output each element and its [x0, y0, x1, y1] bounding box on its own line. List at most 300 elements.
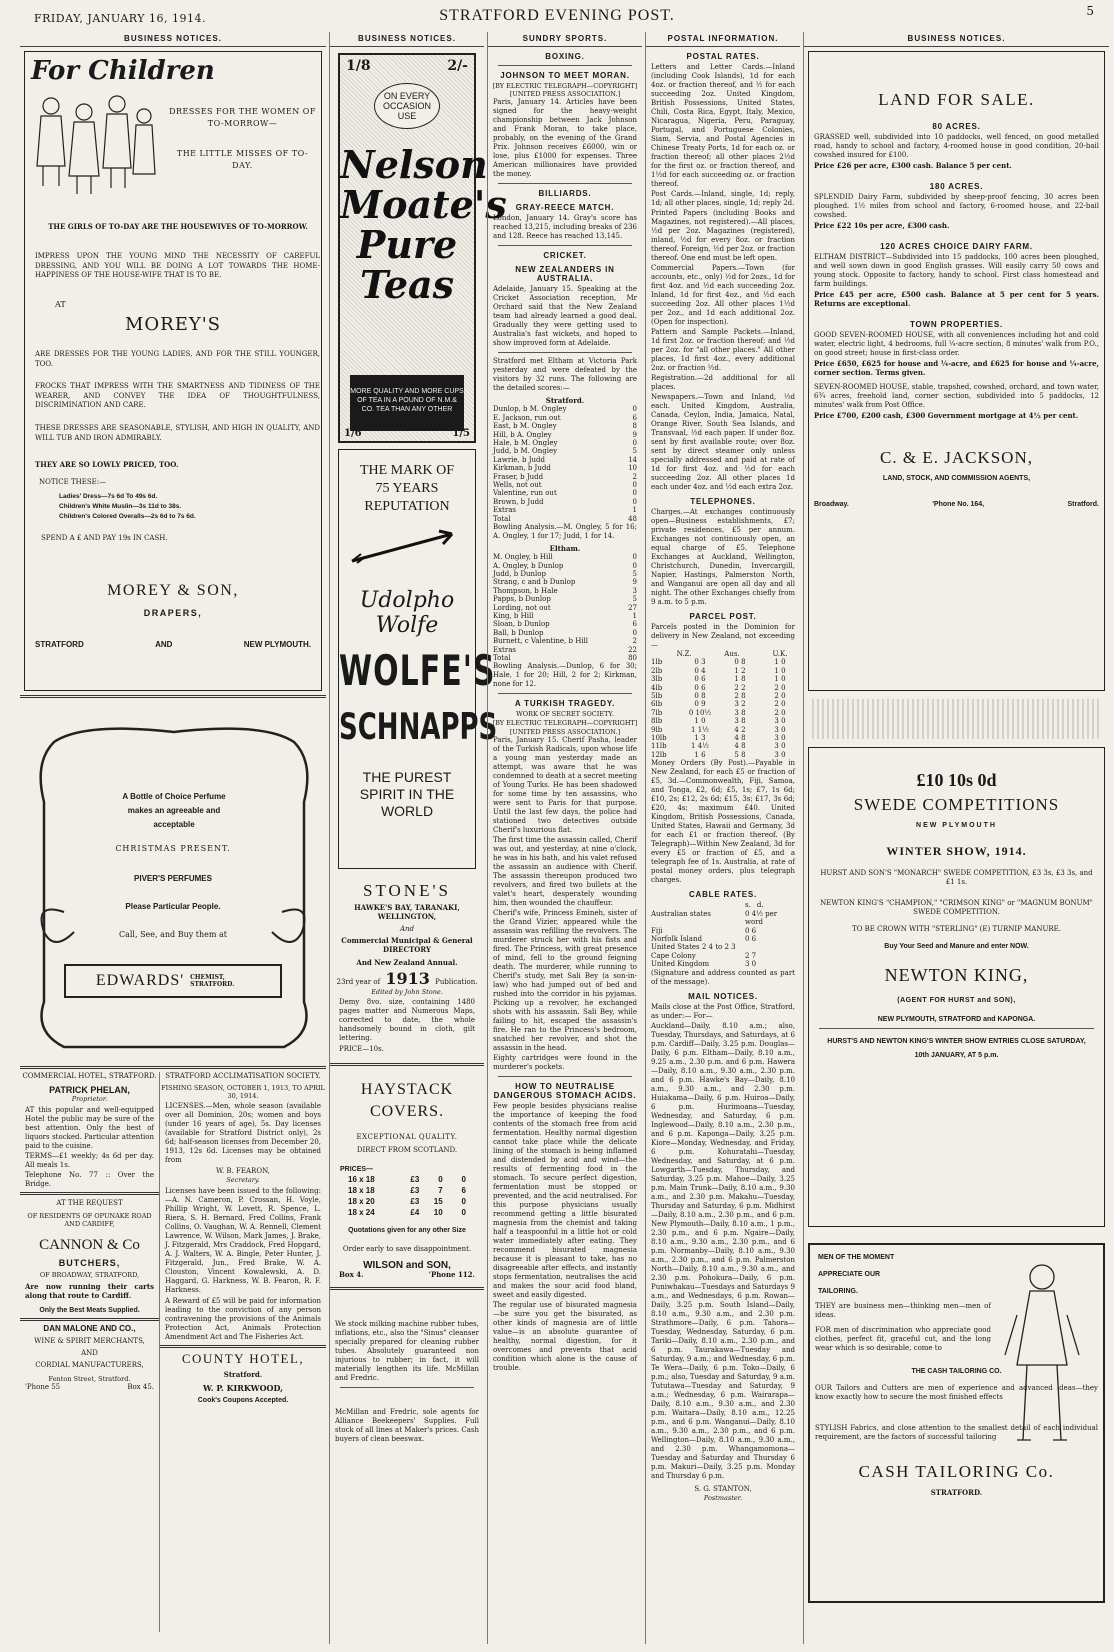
parcel-cell: 0 8 [734, 658, 746, 667]
batsman: Sloan, b Dunlop [493, 620, 550, 629]
batsman: Kirkman, b Judd [493, 464, 551, 473]
jackson-subtitle: LAND, STOCK, AND COMMISSION AGENTS, [882, 475, 1031, 482]
parcel-cell: 9lb [651, 725, 663, 734]
parcel-row [646, 751, 800, 759]
tailor-tailoring: TAILORING. [818, 1288, 858, 1295]
runs: 0 [632, 489, 637, 498]
hotel-owner: PATRICK PHELAN, [49, 1085, 130, 1095]
mail-notices-heading: MAIL NOTICES. [688, 991, 758, 1001]
wolfe-brand: WOLFE'S [339, 647, 496, 696]
letters-text: Letters and Letter Cards.—Inland (including Cook Islands), 1d for each 4oz. or fraction thereof, and ½ for each succeeding 2oz. United Kingdom, British Possessions, United States, Chili, Costa Rica, Egypt, Italy, Mexico, Nicaragua, Nigeria, Peru, Paraguay, Portugal, and Portuguese Colonies, Siam, Servia, and Postal Agencies in Chinese Treaty Ports, 1d for each oz. or fraction thereof; all other places 2½d for the first oz. or fraction thereof, and 1½d for each succeeding oz. or fraction thereof. [651, 63, 795, 188]
parcel-cell: 0 8 [694, 692, 706, 701]
parcel-text: Parcels posted in the Dominion for delivery in New Zealand, not exceeding— [651, 623, 795, 649]
tea-script-name: Nelson Moate's Pure Teas [340, 142, 507, 307]
parcel-cell: 6lb [651, 700, 663, 709]
accl-issued: Licenses have been issued to the following:—A. N. Cameron, P. Crossan, H. Voyle, Phillip Wright, W. Lovett, R. Spence, L. Riera, S. H. Bernard, Fred Collins, Frank Collins, O. Vaughan, W. A. Rennell, Clement Lawrence, W. Wilson, Mark James, J. Brake, J. Fitzgerald, Mrs Craddock, Fred Hopgard, A. J. Walters, W. A. Bingle, Peter Hunter, J. Fitzgerald, Jun., Fred Brake, W. A. Clouston, Vincent Kowalewski, A. D. Haggard, G. Harkness, W. B. Fearon, R. F. Harkness. [165, 1186, 321, 1294]
column-header: SUNDRY SPORTS. [488, 32, 642, 47]
stones-desc: Demy 8vo. size, containing 1480 pages matter and Numerous Maps, corrected to date, the whole handsomely bound in cloth, gilt lettering. [339, 998, 475, 1043]
batsman: East, b M. Ongley [493, 422, 557, 431]
runs: 14 [628, 455, 637, 464]
accl-text: LICENSES.—Men, whole season (available over all Dominion, 20s; women and boys (under 16 years of age), 5s. Day licenses (available for Stratford District only), 2s 6d; half-season licenses from December 20, 1913, 12s 6d. Licenses may be obtained from [165, 1102, 321, 1165]
malone-street: Fenton Street, Stratford. [48, 1374, 131, 1383]
column-sundry-sports [487, 32, 642, 1644]
batsman: Hill, b A. Ongley [493, 430, 552, 439]
cable-header-units [745, 901, 795, 909]
cable-place: Norfolk Island [651, 934, 702, 943]
morey-misses-line: THE LITTLE MISSES OF TO-DAY. [176, 149, 309, 170]
mail-intro: Mails close at the Post Office, Stratford, as under:— For— [651, 1002, 795, 1020]
parcel-cell: 3 0 [774, 742, 786, 751]
perfume-text [74, 790, 274, 832]
cable-row [646, 935, 800, 943]
price-item: Ladies' Dress—7s 6d To 49s 6d. [59, 493, 158, 500]
score-row [488, 414, 642, 422]
haystack-price-cell: 10 [433, 1208, 443, 1218]
perfume-please: Please Particular People. [125, 902, 221, 911]
runs: 27 [628, 603, 637, 612]
stones-year-pre: 23rd year of [336, 978, 381, 986]
money-orders-text: Money Orders (By Post).—Payable in New Zealand, for each £5 or fraction of £5, 3d.—Commonwealth, Fiji, Samoa, and Tonga, £2, 6d; £5, 1s; £7, 1s 6d; £10, 2s; £12, 2s 6d; £15, 3s; £17, 3s 6d; £20, 4s; maximum £40. United Kingdom, British Possessions, Canada, United States, Hawaii and Germany, 3d for each £1 or fraction thereof. (By Telegraph)—Within New Zealand, 3d for every £5 or fraction of £5, and a telegraph fee of 1s. Australia, at rate of postal money orders, plus telegraph charges. [651, 759, 795, 885]
batsman: Valentine, run out [493, 489, 557, 498]
swede-title: SWEDE COMPETITIONS [853, 795, 1060, 814]
tailor-firm: CASH TAILORING Co. [858, 1462, 1055, 1481]
parcel-cell: 1 0 [774, 675, 786, 684]
malone-and: AND [81, 1348, 98, 1357]
haystack-price-cell: 0 [461, 1175, 466, 1185]
tailor-text-1: THEY are business men—thinking men—men of ideas. [815, 1302, 991, 1319]
score-row [488, 447, 642, 455]
swede-entries-close: HURST'S AND NEWTON KING'S WINTER SHOW ENTRIES CLOSE SATURDAY, 10th JANUARY, AT 5 p.m. [827, 1038, 1086, 1059]
runs: 6 [632, 620, 637, 629]
parcel-cell: 0 3 [694, 658, 706, 667]
hotel-text: AT this popular and well-equipped Hotel the public may be sure of the best attention. Only the best of liquors stocked. Particular attention paid to the cuisine. [25, 1106, 154, 1151]
newspapers-text: Newspapers.—Town and Inland, ½d each. United Kingdom, Australia, Canada, Ceylon, India, Jamaica, Natal, Orange River, South Sea Islands, and Transvaal, ½d each paper. If under 8oz. sent by first available route; over 8oz. sent by direct steamer only unless specially addressed and paid at rate of 1d for first 4oz. and ½d for each succeeding 2oz. All other places 1d each under 4oz. and ½d each extra 2oz. [651, 393, 795, 491]
perfume-call: Call, See, and Buy them at [118, 930, 228, 939]
parcel-cell: 4 8 [734, 734, 746, 743]
morey-price-list [59, 492, 196, 522]
acres-120-heading: 120 ACRES CHOICE DAIRY FARM. [880, 242, 1033, 251]
score-row [488, 570, 642, 578]
cable-rates-heading: CABLE RATES. [688, 890, 758, 900]
for-children-heading: For Children [31, 56, 215, 86]
turkish-text-3: Cherif's wife, Princess Emineh, sister of the Grand Vizier, appeared while the assassin was refilling the revolvers. The murderer struck her with his fists and fired. The Princess, with great presence of mind, fell to the ground feigning death. The murderer, while running to Cherif's study, met Sali Bey (a son-in-law) who had jumped out of bed and rushed into the corridor in his pyjamas. Picking up a revolver, he exchanged shots with his assassin. Sali Bey, while failing to hit, escaped the assassin's fire. He ran to the Princess's bedroom, snatched her revolver, and shot the assassin in the head. [493, 908, 637, 1052]
batsman: Lording, not out [493, 603, 551, 612]
runs: 0 [632, 439, 637, 448]
col1-bottom-right [160, 1072, 326, 1632]
tea-badge: ON EVERY OCCASION USE [374, 83, 440, 129]
divider [498, 1076, 632, 1077]
runs: 8 [632, 422, 637, 431]
stones-year-line [334, 969, 480, 988]
column-postal-information [645, 32, 800, 1644]
score-row [488, 629, 642, 637]
haystack-price-row [334, 1185, 480, 1196]
morey-spend: SPEND A £ AND PAY 19s IN CASH. [41, 534, 168, 542]
post-cards-text: Post Cards.—Inland, single, 1d; reply, 1d; all other places, single, 1d; reply 2d. [651, 190, 795, 207]
score-row [488, 562, 642, 570]
turkish-text-4: Eighty cartridges were found in the murderer's pockets. [493, 1053, 637, 1071]
tea-price-bottom-right: 1/5 [452, 428, 470, 439]
haystack-price-cell: 18 x 18 [348, 1186, 375, 1196]
parcel-row [646, 726, 800, 734]
johnson-source: [BY ELECTRIC TELEGRAPH—COPYRIGHT] [UNITED PRESS ASSOCIATION.] [492, 82, 638, 99]
batsman: Total [493, 514, 511, 523]
swede-hurst: HURST AND SON'S "MONARCH" SWEDE COMPETITION, £3 3s, £3 3s, and £1 1s. [820, 869, 1093, 886]
score-row [488, 456, 642, 464]
morey-dresses-line: DRESSES FOR THE WOMEN OF TO-MORROW— [169, 107, 316, 128]
swede-buy: Buy Your Seed and Manure and enter NOW. [884, 943, 1029, 950]
tailor-company: THE CASH TAILORING CO. [911, 1368, 1002, 1375]
morey-at: AT [55, 300, 66, 309]
johnson-text: Paris, January 14. Articles have been signed for the heavy-weight championship between Jack Johnson and Frank Moran, to take place, probably, on the evening of the Grand Prix. Johnson receives £6000, win or lose, plus £1000 for expenses. Three American millionaires have provided the money. [493, 98, 637, 179]
batsman: Burnett, c Valentine, b Hill [493, 637, 589, 646]
tea-price-left: 1/8 [346, 58, 371, 74]
haystack-price-cell: 0 [461, 1197, 466, 1207]
town-property-2-price: Price £700, £200 cash, £300 Government mortgage at 4½ per cent. [814, 411, 1079, 420]
tea-bottom-banner: MORE QUALITY AND MORE CUPS OF TEA IN A POUND OF N.M.& CO. TEA THAN ANY OTHER [350, 375, 464, 431]
haystack-price-cell: 18 x 24 [348, 1208, 375, 1218]
parcel-row [646, 692, 800, 700]
batsman: Lawrie, b Judd [493, 455, 545, 464]
land-title: LAND FOR SALE. [878, 90, 1035, 109]
parcel-cell: 0 6 [694, 675, 706, 684]
parcel-cell: 2 0 [774, 683, 786, 692]
cable-rate: 0 6 [745, 934, 757, 943]
newspaper-title: STRATFORD EVENING POST. [439, 7, 675, 24]
tea-price-right: 2/- [447, 58, 468, 74]
score-row [488, 506, 642, 514]
score-row [488, 578, 642, 586]
score-row [488, 422, 642, 430]
parcel-cell: 1 3 [694, 734, 706, 743]
haystack-price-cell: £3 [410, 1186, 420, 1196]
acid-text-2: The regular use of bisurated magnesia—be sure you get the bisurated, as other kinds of magnesia are of little value—is an absolute guarantee of healthy, normal digestion, for it overcomes and prevents that acid condition which alone is the cause of trouble. [493, 1300, 637, 1372]
eltham-team-heading: Eltham. [549, 544, 581, 554]
jackson-contacts [809, 501, 1104, 509]
score-row [488, 553, 642, 561]
batsman: Wells, not out [493, 481, 542, 490]
divider [340, 1387, 474, 1388]
parcel-cell: 1 4½ [691, 742, 709, 751]
jackson-broadway: Broadway. [814, 501, 849, 508]
acres-180-text: SPLENDID Dairy Farm, subdivided by sheep-proof fencing, 30 acres been ploughed. 1½ miles from school and factory, 6-roomed house, and 22-bail cowshed. [814, 193, 1099, 219]
divider [160, 1345, 326, 1348]
runs: 0 [632, 497, 637, 506]
parcel-row [646, 667, 800, 675]
tailor-men-moment: MEN OF THE MOMENT [818, 1254, 895, 1261]
eltham-scorecard [488, 553, 642, 662]
runs: 9 [632, 578, 637, 587]
score-row [488, 612, 642, 620]
haystack-price-cell: £4 [410, 1208, 420, 1218]
wolfes-schnapps-advert [338, 449, 498, 869]
acres-80-text: GRASSED well, subdivided into 10 paddocks, well fenced, on good metalled road, handy to school and factory, 4-roomed house in good condition, 20-bail cowshed insured for £100. [814, 133, 1099, 159]
parcel-row [646, 709, 800, 717]
score-row [488, 620, 642, 628]
hotel-telephone: Telephone No. 77 :: Over the Bridge. [25, 1171, 154, 1189]
parcel-cell: 1lb [651, 658, 663, 667]
cannon-name: CANNON & Co [39, 1236, 140, 1253]
divider [498, 65, 632, 66]
parcel-cell: 12lb [651, 750, 667, 759]
parcel-cell: 2 0 [774, 692, 786, 701]
accl-title: STRATFORD ACCLIMATISATION SOCIETY. [165, 1072, 321, 1080]
divider [20, 1318, 159, 1321]
cable-rate: 0 6 [745, 926, 757, 935]
jackson-town: Stratford. [1067, 501, 1099, 508]
haystack-price-cell: 15 [433, 1197, 443, 1207]
perfume-line: makes an agreeable and [127, 806, 221, 815]
turkish-subheading: WORK OF SECRET SOCIETY. [516, 710, 614, 719]
issue-date: FRIDAY, JANUARY 16, 1914. [34, 12, 206, 25]
divider [498, 352, 632, 353]
haystack-order: Order early to save disappointment. [342, 1245, 472, 1254]
column-header: BUSINESS NOTICES. [330, 32, 484, 47]
acres-120-price: Price £45 per acre, £500 cash. Balance at 5 per cent for 5 years. Returns are exceptional. [814, 290, 1099, 308]
wolfe-purest: THE PUREST SPIRIT IN THE WORLD [359, 769, 455, 819]
cable-row [646, 910, 800, 927]
location-stratford: STRATFORD [35, 640, 84, 649]
gray-text: London, January 14. Gray's score has reached 13,215, including breaks of 236 and 128. Reece has reached 13,145. [493, 214, 637, 241]
score-row [488, 473, 642, 481]
parcel-row [646, 717, 800, 725]
masthead [0, 0, 1114, 28]
nz-heading: NEW ZEALANDERS IN AUSTRALIA. [515, 265, 615, 284]
stones-editor: Edited by John Stone. [371, 988, 443, 996]
runs: 0 [632, 481, 637, 490]
eltham-text: Stratford met Eltham at Victoria Park yesterday and were defeated by the visitors by 32 runs. The following are the detailed scores:— [493, 357, 637, 393]
telephones-text: Charges.—At exchanges continuously open—Business establishments, £7; private residences, £5 per annum. Exchanges not continuously open, an equal charge of £5. Telephone Exchanges at Auckland, Wellington, Christchurch, Dunedin, Invercargill, Napier, Hastings, Palmerston North, and Wanganui are open all day and all night. The other Exchanges chiefly from 9 a.m. to 5 p.m. [651, 508, 795, 606]
column-header: POSTAL INFORMATION. [646, 32, 800, 47]
score-row [488, 405, 642, 413]
haystack-price-cell: 7 [438, 1186, 443, 1196]
parcel-row [646, 675, 800, 683]
billiards-heading: BILLIARDS. [538, 189, 592, 199]
runs: 48 [628, 514, 637, 523]
batsman: Hale, b M. Ongley [493, 439, 558, 448]
score-row [488, 587, 642, 595]
parcel-cell: 1 2 [734, 666, 746, 675]
parcel-cell: 3 0 [774, 750, 786, 759]
batsman: King, b Hill [493, 611, 534, 620]
cable-rate: 2 7 [745, 951, 757, 960]
perfume-pivers: PIVER'S PERFUMES [134, 874, 212, 883]
divider [498, 245, 632, 246]
runs: 9 [632, 430, 637, 439]
score-row [488, 595, 642, 603]
cable-row [646, 927, 800, 935]
parcel-cell: 1 0 [774, 666, 786, 675]
malone-contacts [20, 1383, 159, 1391]
turkish-heading: A TURKISH TRAGEDY. [514, 699, 616, 709]
parcel-cell: 0 6 [694, 683, 706, 692]
gray-heading: GRAY-REECE MATCH. [515, 203, 615, 213]
morey-girls-line: THE GIRLS OF TO-DAY ARE THE HOUSEWIVES OF TO-MORROW. [48, 222, 308, 231]
cable-header-cell: s. [745, 901, 751, 910]
edwards-banner [64, 964, 282, 998]
nelson-moate-tea-advert [338, 53, 507, 443]
parcel-cell: 1 0 [774, 658, 786, 667]
haystack-price-cell: 16 x 18 [348, 1175, 375, 1185]
price-item: Children's Colored Overalls—2s 6d to 7s 6d. [59, 513, 196, 520]
score-row [488, 637, 642, 645]
town-property-2: SEVEN-ROOMED HOUSE, stable, trapshed, cowshed, orchard, and town water, 6¾ acres, freehold land, corner section, subdivided into 5 paddocks, 12 minutes' walk from Post Office. [814, 383, 1099, 409]
parcel-cell: 2lb [651, 666, 663, 675]
price-item: Children's White Muslin—3s 11d to 38s. [59, 503, 182, 510]
gentleman-illustration [987, 1255, 1097, 1455]
runs: 5 [632, 595, 637, 604]
jackson-name: C. & E. JACKSON, [880, 448, 1033, 467]
acres-120-text: ELTHAM DISTRICT—Subdivided into 15 paddocks, 100 acres been ploughed, and well sown down in good English grasses. Will easily carry 50 cows and young stock. Opposite to factory, handy to school. First class homestead and farm buildings. [814, 253, 1099, 288]
runs: 0 [632, 405, 637, 414]
cable-row [646, 960, 800, 968]
registration-text: Registration.—2d additional for all places. [651, 374, 795, 391]
haystack-price-row [334, 1207, 480, 1218]
haystack-contacts [334, 1271, 480, 1279]
runs: 5 [632, 447, 637, 456]
commercial-papers-text: Commercial Papers.—Town (for accounts, etc., only) ½d for 2ozs., 1d for first 4oz. and ½d each succeeding 2oz. Inland, 1d for first 4oz., and ½d each succeeding 2oz. All other places 1½d per 2oz., and 1d each additional 2oz. (Open for inspection). [651, 264, 795, 326]
parcel-row [646, 742, 800, 750]
haystack-price-cell: £3 [410, 1175, 420, 1185]
parcel-cell: 4 2 [734, 725, 746, 734]
cash-tailoring-advert [808, 1243, 1105, 1603]
faded-strip [812, 699, 1101, 739]
town-property-1-price: Price £650, £625 for house and ¼-acre, and £625 for house and ¼-acre, corner section. Terms given. [814, 359, 1099, 377]
edwards-name: EDWARDS' [95, 972, 185, 989]
score-row [488, 489, 642, 497]
runs: 22 [628, 645, 637, 654]
mcmillan-text-2: McMillan and Fredric, sole agents for Alliance Beekeepers' Supplies. Full stock of all lines at Maker's prices. Cash buyers of clean beeswax. [335, 1407, 479, 1443]
parcel-cell: 1 1½ [691, 725, 709, 734]
stratford-bowling: Bowling Analysis.—M. Ongley, 5 for 16; A. Ongley, 1 for 17; Judd, 1 for 14. [493, 523, 637, 541]
cannon-best: Only the Best Meats Supplied. [39, 1306, 140, 1314]
eltham-bowling: Bowling Analysis.—Dunlop, 6 for 30; Hale, 1 for 20; Hill, 2 for 2; Kirkman, none for 12. [493, 662, 637, 689]
haystack-advert [330, 1069, 484, 1283]
malone-phone: 'Phone 55 [25, 1383, 61, 1392]
cable-place: Fiji [651, 926, 663, 935]
turkish-text-2: The first time the assassin called, Cherif was out, and yesterday, at nine o'clock, he was in his bath, and his valet refused the assassin an audience with Cherif. The assassin thereupon produced two revolvers, and fired two bullets at the valet's heart, desperately wounding him, then wounded the chauffeur. [493, 835, 637, 907]
wolfe-years: 75 YEARS REPUTATION [364, 481, 450, 514]
parcel-cell: 4 8 [734, 742, 746, 751]
parcel-cell: 5lb [651, 692, 663, 701]
batsman: Judd, b M. Ongley [493, 447, 558, 456]
town-property-1: GOOD SEVEN-ROOMED HOUSE, with all conveniences including hot and cold water, electric light, 4 bedrooms, full ¼-acre section, 8 minutes' walk from P.O., on good street; house in first-class order. [814, 331, 1099, 357]
parcel-rate-table [646, 650, 800, 759]
parcel-cell: 5 8 [734, 750, 746, 759]
tea-price-bottom-left: 1/6 [344, 428, 362, 439]
parcel-row [646, 700, 800, 708]
haystack-price-cell: 18 x 20 [348, 1197, 375, 1207]
runs: 0 [632, 628, 637, 637]
haystack-quality: EXCEPTIONAL QUALITY. [356, 1133, 458, 1142]
morey-notice: NOTICE THESE:— [39, 478, 107, 486]
cable-rate: 0 4½ per word [745, 909, 778, 927]
acid-text: Few people besides physicians realise the importance of keeping the food contents of the stomach free from acid fermentation. Healthy normal digestion cannot take place while the delicate lining of the stomach is being inflamed and distended by acid and wind—the results of fermenting food in the stomach. To secure perfect digestion, fermentation must be stopped or prevented, and the acid neutralised. For this purpose physicians usually recommend getting a little bisurated magnesia from the chemist and taking half a teaspoonful in a little hot or cold water immediately after eating. They recommend bisurated magnesia because it is pleasant to take, has no disagreeable after effects, and instantly stops fermentation, neutralises the acid and makes the sour acid food bland, sweet and easily digested. [493, 1101, 637, 1299]
nz-text: Adelaide, January 15. Speaking at the Cricket Association reception, Mr Orchard said that the New Zealand team had already learned a good deal. Gradually they were getting used to Australia's fast wickets, and hoped to show improved form at Adelaide. [493, 285, 637, 348]
parcel-cell: 0 9 [694, 700, 706, 709]
hotel-terms: TERMS—£1 weekly; 4s 6d per day. All meals 1s. [25, 1152, 154, 1170]
batsman: A. Ongley, b Dunlop [493, 561, 564, 570]
morey-are-text: ARE DRESSES FOR THE YOUNG LADIES, AND FOR THE STILL YOUNGER, TOO. [35, 350, 320, 368]
tailor-text-3: OUR Tailors and Cutters are men of experience and advanced ideas—they know exactly how to secure the most finished effects [815, 1384, 1098, 1401]
stones-and: And [399, 925, 415, 933]
runs: 10 [628, 464, 637, 473]
tailor-town: STRATFORD. [930, 1488, 983, 1497]
col1-bottom-ads [20, 1072, 326, 1632]
malone-cordial: CORDIAL MANUFACTURERS, [35, 1360, 144, 1369]
newton-king-places: NEW PLYMOUTH, STRATFORD and KAPONGA. [877, 1016, 1036, 1023]
swede-prize-amount: £10 10s 0d [916, 770, 997, 790]
column-header: BUSINESS NOTICES. [20, 32, 326, 47]
wolfe-mark: THE MARK OF [359, 463, 455, 478]
morey-seasonable-text: THESE DRESSES ARE SEASONABLE, STYLISH, AND HIGH IN QUALITY, AND WILL TUB AND IRON ADMIRABLY. [35, 424, 320, 442]
haystack-firm: WILSON and SON, [363, 1260, 451, 1272]
county-cook: Cook's Coupons Accepted. [197, 1396, 289, 1404]
swede-newton-king: NEWTON KING'S "CHAMPION," "CRIMSON KING" or "MAGNUM BONUM" SWEDE COMPETITION. [820, 899, 1093, 916]
parcel-cell: 3 0 [774, 725, 786, 734]
batsman: Total [493, 653, 511, 662]
cannon-butchers: BUTCHERS, [58, 1257, 121, 1268]
divider [819, 1028, 1094, 1029]
batsman: Fraser, b Judd [493, 472, 544, 481]
wolfe-schnapps: SCHNAPPS [339, 707, 498, 749]
location-new-plymouth: NEW PLYMOUTH. [243, 640, 311, 649]
score-row [488, 464, 642, 472]
cannon-broadway: OF BROADWAY, STRATFORD, [39, 1270, 140, 1279]
county-town: Stratford. [223, 1369, 263, 1379]
malone-name: DAN MALONE AND CO., [43, 1323, 136, 1333]
runs: 0 [632, 553, 637, 562]
acres-180-price: Price £22 10s per acre, £300 cash. [814, 221, 950, 230]
tailor-appreciate: APPRECIATE OUR [818, 1271, 881, 1278]
parcel-cell: 3 8 [734, 717, 746, 726]
cable-rate-table [646, 901, 800, 968]
score-row [488, 515, 642, 523]
page-number: 5 [1086, 4, 1094, 18]
commercial-hotel-name: COMMERCIAL HOTEL, STRATFORD. [22, 1072, 157, 1080]
morey-advert [24, 51, 322, 691]
stones-pub: Publication. [435, 978, 478, 986]
arrow-icon [347, 526, 467, 566]
batsman: E. Jackson, run out [493, 413, 561, 422]
accl-reward: A Reward of £5 will be paid for information leading to the conviction of any person contravening the provisions of the Animals Protection Act, Animals Protection Amendment Act and The Fisheries Act. [165, 1296, 321, 1341]
accl-secretary-role: Secretary. [226, 1176, 260, 1185]
cable-place: Cape Colony [651, 951, 696, 960]
runs: 2 [632, 637, 637, 646]
cable-rate: 3 0 [745, 960, 757, 969]
malone-box: Box 45. [127, 1383, 154, 1392]
turkish-text-1: Paris, January 15. Cherif Pasha, leader of the Turkish Radicals, upon whose life a young man yesterday made an attempt, was aware that he was condemned to death at a secret meeting of Young Turks. He has been shadowed for some time by ten assassins, who were sent to Paris for that purpose. Until the last few days, the police had stationed two detectives outside Cherif's luxurious flat. [493, 735, 637, 834]
edwards-chemist: CHEMIST, STRATFORD. [190, 974, 235, 988]
cable-note: (Signature and address counted as part of the message). [651, 968, 795, 986]
parcel-header-cell: N.Z. [676, 650, 692, 658]
newton-king-agent: (AGENT FOR HURST and SON), [897, 997, 1016, 1004]
stones-name: STONE'S [363, 881, 451, 900]
postmaster-name: S. G. STANTON, [694, 1484, 752, 1493]
haystack-box: Box 4. [339, 1270, 364, 1280]
boxing-heading: BOXING. [545, 52, 585, 61]
morey-impress-text: IMPRESS UPON THE YOUNG MIND THE NECESSITY OF CAREFUL DRESSING, AND YOU WILL BE DOING A LOT TOWARDS THE HOME-HAPPINESS OF THE HOUSE-WIFE THAT IS TO BE. [35, 252, 320, 279]
parcel-cell: 2 0 [774, 708, 786, 717]
cannon-residents: OF RESIDENTS OF OPUNAKE ROAD AND CARDIFF, [27, 1212, 152, 1229]
parcel-cell: 2 0 [774, 700, 786, 709]
parcel-row [646, 684, 800, 692]
stratford-scorecard [488, 405, 642, 523]
tailor-text-2: FOR men of discrimination who appreciate good clothes, perfect fit, graceful cut, and the long wear which is so desirable, come to [815, 1326, 991, 1352]
divider [498, 183, 632, 184]
divider [20, 1066, 326, 1069]
malone-wine: WINE & SPIRIT MERCHANTS, [34, 1336, 145, 1345]
